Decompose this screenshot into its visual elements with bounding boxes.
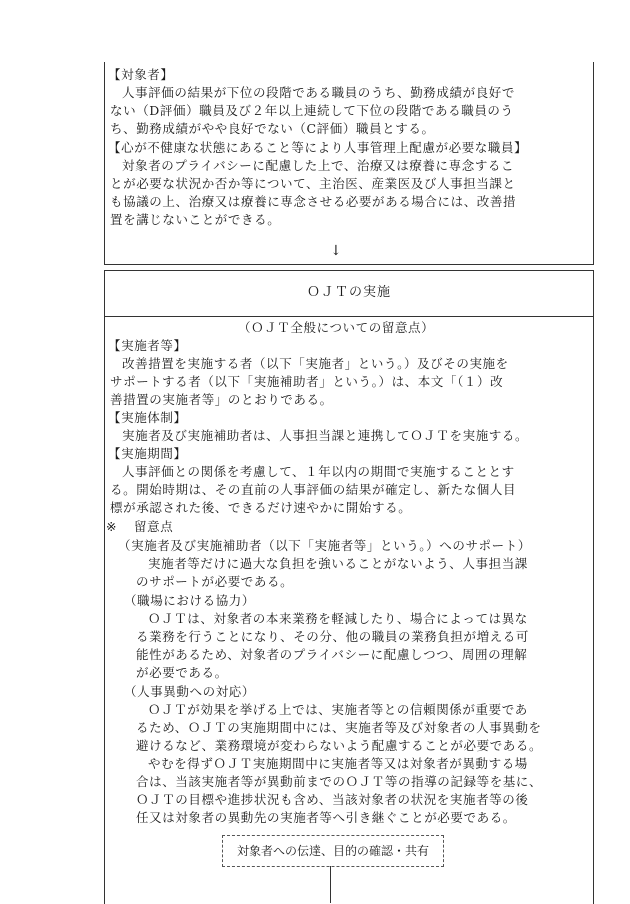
heading-transfer: （人事異動への対応）	[124, 684, 256, 699]
paragraph-line: 実施者等だけに過大な負担を強いることがないよう、人事担当課	[148, 556, 528, 571]
heading-target: 【対象者】	[108, 67, 174, 82]
ojt-title: ＯＪＴの実施	[104, 270, 594, 317]
heading-implementer: 【実施者等】	[108, 338, 187, 353]
heading-health: 【心が不健康な状態にあること等により人事管理上配慮が必要な職員】	[108, 140, 528, 155]
paragraph-line: 実施者及び実施補助者は、人事担当課と連携してＯＪＴを実施する。	[122, 428, 529, 443]
paragraph-line: 標が承認された後、できるだけ速やかに開始する。	[110, 500, 412, 515]
paragraph-line: とが必要な状況か否か等について、主治医、産業医及び人事担当課と	[110, 176, 516, 191]
paragraph-line: のサポートが必要である。	[136, 574, 294, 589]
heading-system: 【実施体制】	[108, 410, 187, 425]
paragraph-line: る業務を行うことになり、その分、他の職員の業務負担が増える可	[136, 629, 530, 644]
paragraph-line: 能性があるため、対象者のプライバシーに配慮しつつ、周囲の理解	[136, 647, 528, 662]
heading-cooperation: （職場における協力）	[124, 593, 256, 608]
paragraph-line: 人事評価との関係を考慮して、１年以内の期間で実施することとす	[122, 464, 515, 479]
paragraph-line: 善措置の実施者等」のとおりである。	[110, 392, 333, 407]
paragraph-line: ＯＪＴの目標や進捗状況も含め、当該対象者の状況を実施者等の後	[136, 792, 529, 807]
paragraph-line: 避けるなど、業務環境が変わらないよう配慮することが必要である。	[136, 738, 543, 753]
down-arrow-icon: ↓	[330, 243, 342, 259]
paragraph-line: ＯＪＴが効果を挙げる上では、実施者等との信頼関係が重要であ	[148, 702, 528, 717]
note-mark: ※	[106, 519, 118, 534]
ojt-subtitle: （ＯＪＴ全般についての留意点）	[238, 320, 435, 335]
paragraph-line: ＯＪＴは、対象者の本来業務を軽減したり、場合によっては異な	[148, 611, 528, 626]
paragraph-line: る。開始時期は、その直前の人事評価の結果が確定し、新たな個人目	[110, 482, 517, 497]
paragraph-line: サポートする者（以下「実施補助者」という。）は、本文「（１）改	[110, 374, 504, 389]
paragraph-line: ち、勤務成績がやや良好でない（C評価）職員とする。	[110, 121, 435, 136]
paragraph-line: が必要である。	[136, 665, 228, 680]
paragraph-line: 人事評価の結果が下位の段階である職員のうち、勤務成績が良好で	[122, 85, 516, 100]
paragraph-line: 改善措置を実施する者（以下「実施者」という。）及びその実施を	[122, 356, 509, 371]
paragraph-line: 任又は対象者の異動先の実施者等へ引き継ぐことが必要である。	[136, 810, 516, 825]
paragraph-line: やむを得ずＯＪＴ実施期間中に実施者等又は対象者が異動する場	[148, 756, 528, 771]
paragraph-line: ない（D評価）職員及び２年以上連続して下位の段階である職員のう	[110, 103, 514, 118]
heading-support: （実施者及び実施補助者（以下「実施者等」という。）へのサポート）	[118, 538, 531, 553]
connector-line	[330, 866, 331, 903]
heading-period: 【実施期間】	[108, 446, 187, 461]
paragraph-line: 置を講じないことができる。	[110, 212, 281, 227]
paragraph-line: 対象者のプライバシーに配慮した上で、治療又は療養に専念するこ	[122, 158, 515, 173]
next-step-box: 対象者への伝達、目的の確認・共有	[222, 835, 444, 867]
paragraph-line: 合は、当該実施者等が異動前までのＯＪＴ等の指導の記録等を基に、	[136, 774, 543, 789]
paragraph-line: るため、ＯＪＴの実施期間中には、実施者等及び対象者の人事異動を	[136, 720, 542, 735]
paragraph-line: も協議の上、治療又は療養に専念させる必要がある場合には、改善措	[110, 194, 517, 209]
note-title: 留意点	[134, 519, 174, 534]
